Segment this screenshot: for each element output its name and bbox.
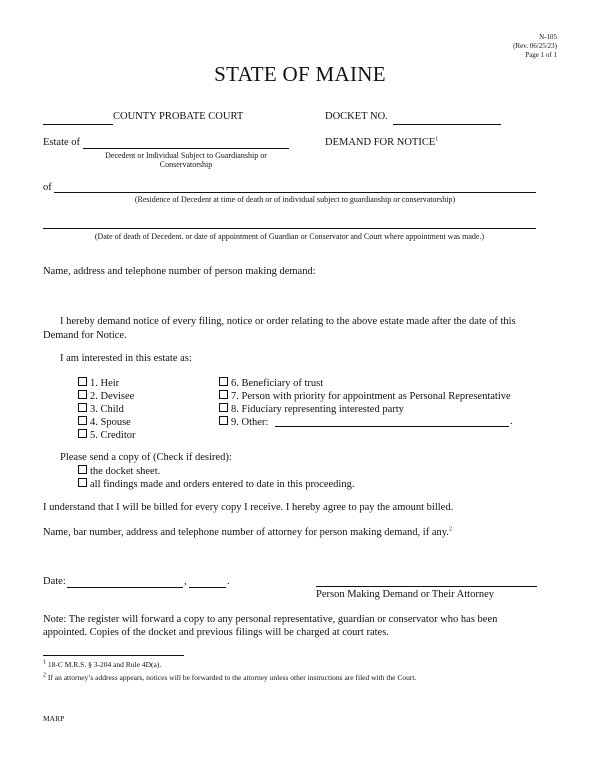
- demand-paragraph-line-1: I hereby demand notice of every filing, notice or order relating to the above estate made after the date of this: [60, 316, 516, 327]
- signature-line[interactable]: [316, 586, 537, 587]
- page-title: STATE OF MAINE: [214, 62, 386, 86]
- checkbox-icon[interactable]: [219, 390, 228, 399]
- copy-option-findings[interactable]: all findings made and orders entered to date in this proceeding.: [78, 478, 354, 490]
- other-interest-line[interactable]: [275, 426, 509, 427]
- interest-option-trust-beneficiary[interactable]: 6. Beneficiary of trust: [219, 377, 323, 389]
- checkbox-icon[interactable]: [219, 416, 228, 425]
- other-period: .: [510, 416, 513, 427]
- date-period: .: [227, 576, 230, 587]
- note-line-2: appointed. Copies of the docket and previous filings will be charged at court rates.: [43, 627, 389, 638]
- interest-option-creditor[interactable]: 5. Creditor: [78, 429, 136, 441]
- checkbox-icon[interactable]: [219, 377, 228, 386]
- demander-info-field[interactable]: [43, 282, 536, 312]
- footnote-ref-1: 1: [435, 136, 439, 143]
- interest-option-priority-person[interactable]: 7. Person with priority for appointment as Personal Representative: [219, 390, 511, 402]
- court-label: COUNTY PROBATE COURT: [113, 111, 244, 122]
- note-line-1: Note: The register will forward a copy to any personal representative, guardian or conservator who has been: [43, 614, 498, 625]
- copy-option-docket[interactable]: the docket sheet.: [78, 465, 160, 477]
- docket-label: DOCKET NO.: [325, 111, 388, 122]
- name-address-label: Name, address and telephone number of person making demand:: [43, 266, 316, 277]
- date-label: Date:: [43, 576, 66, 587]
- page-indicator: Page 1 of 1: [525, 51, 557, 59]
- checkbox-icon[interactable]: [78, 377, 87, 386]
- estate-name-line[interactable]: [83, 148, 289, 149]
- interest-option-heir[interactable]: 1. Heir: [78, 377, 119, 389]
- checkbox-icon[interactable]: [78, 403, 87, 412]
- estate-label: Estate of: [43, 137, 81, 148]
- interest-option-fiduciary[interactable]: 8. Fiduciary representing interested party: [219, 403, 404, 415]
- checkbox-icon[interactable]: [78, 416, 87, 425]
- date-year-line[interactable]: [189, 587, 226, 588]
- checkbox-icon[interactable]: [78, 429, 87, 438]
- revision-date: (Rev. 06/25/23): [513, 42, 557, 50]
- document-type-label: [325, 137, 438, 148]
- interest-label: I am interested in this estate as:: [60, 353, 192, 364]
- form-number: N-105: [539, 33, 557, 41]
- estate-caption-2: Conservatorship: [159, 160, 213, 169]
- interest-option-devisee[interactable]: 2. Devisee: [78, 390, 134, 402]
- date-month-day-line[interactable]: [67, 587, 183, 588]
- demand-label: DEMAND FOR NOTICE: [325, 137, 436, 148]
- interest-option-child[interactable]: 3. Child: [78, 403, 124, 415]
- residence-line[interactable]: [54, 192, 536, 193]
- estate-caption-1: Decedent or Individual Subject to Guardianship or: [105, 151, 267, 160]
- footnote-divider: [43, 655, 184, 656]
- attorney-info-field[interactable]: [43, 543, 536, 573]
- footnote-1: $^1$ 18-C M.R.S. § 3-204 and Rule 4D(a).: [43, 659, 162, 669]
- checkbox-icon[interactable]: [78, 390, 87, 399]
- copy-label: Please send a copy of (Check if desired):: [60, 452, 232, 463]
- residence-caption: (Residence of Decedent at time of death or of individual subject to guardianship or conservatorship): [134, 195, 456, 204]
- footer-code: MARP: [43, 714, 65, 723]
- checkbox-icon[interactable]: [219, 403, 228, 412]
- docket-number-line[interactable]: [393, 124, 501, 125]
- checkbox-icon[interactable]: [78, 478, 87, 487]
- billing-statement: I understand that I will be billed for every copy I receive. I hereby agree to pay the amount billed.: [43, 502, 454, 513]
- date-comma: ,: [184, 576, 187, 587]
- checkbox-icon[interactable]: [78, 465, 87, 474]
- signature-caption: Person Making Demand or Their Attorney: [316, 589, 494, 600]
- of-label: of: [43, 182, 52, 193]
- footnote-ref-2: 2: [448, 526, 452, 533]
- footnote-2: $^2$ If an attorney’s address appears, notices will be forwarded to the attorney unless other instructions are filed with the Court.: [43, 672, 417, 682]
- interest-option-other[interactable]: 9. Other:: [219, 416, 268, 428]
- interest-option-spouse[interactable]: 4. Spouse: [78, 416, 131, 428]
- demand-paragraph-line-2: Demand for Notice.: [43, 330, 127, 341]
- county-blank-line[interactable]: [43, 124, 113, 125]
- attorney-label-wrap: [43, 527, 452, 538]
- date-caption: (Date of death of Decedent. or date of appointment of Guardian or Conservator and Court where appointment was made.): [94, 232, 485, 241]
- date-of-death-line[interactable]: [43, 228, 536, 229]
- attorney-label: Name, bar number, address and telephone number of attorney for person making demand, if any.: [43, 527, 449, 538]
